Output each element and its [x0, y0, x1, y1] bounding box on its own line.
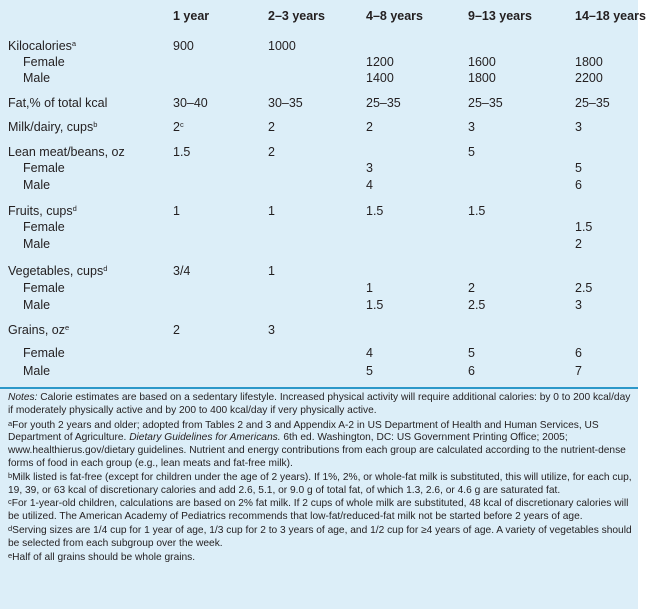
row-label-kcal-female: Female	[23, 55, 65, 69]
row-label-fruits-male: Male	[23, 237, 51, 251]
cell-fruits-1y: 1	[173, 204, 180, 218]
footnote-marker: a	[71, 39, 77, 48]
cell-veg-male-9-13: 2.5	[468, 298, 486, 312]
cell-veg-2-3: 1	[268, 264, 275, 278]
cell-milk-1y: 2$^c$	[173, 120, 184, 134]
row-label-fruits: Fruits, cups$^d$	[8, 204, 77, 218]
row-label-fruits-female: Female	[23, 220, 65, 234]
row-label-kilocalories: Kilocalories$^a$	[8, 39, 77, 53]
header-1-year: 1 year	[173, 9, 210, 23]
cell-grains-male-4-8: 5	[366, 364, 373, 378]
cell-milk-9-13: 3	[468, 120, 475, 134]
row-label-fat: Fat,% of total kcal	[8, 96, 108, 110]
cell-grains-2-3: 3	[268, 323, 275, 337]
row-label-veg-male: Male	[23, 298, 51, 312]
cell-fruits-9-13: 1.5	[468, 204, 486, 218]
cell-fruits-female-14-18: 1.5	[575, 220, 593, 234]
cell-veg-1y: 3/4	[173, 264, 191, 278]
row-label-vegetables: Vegetables, cups$^d$	[8, 264, 108, 278]
cell-grains-1y: 2	[173, 323, 180, 337]
cell-kcal-2-3: 1000	[268, 39, 296, 53]
footnote-marker: d	[72, 204, 77, 213]
cell-veg-male-14-18: 3	[575, 298, 582, 312]
cell-milk-2-3: 2	[268, 120, 275, 134]
cell-meat-female-14-18: 5	[575, 161, 582, 175]
row-label-grains-male: Male	[23, 364, 51, 378]
cell-meat-9-13: 5	[468, 145, 475, 159]
footnote-c: $^c$For 1-year-old children, calculations are based on 2% fat milk. If 2 cups of whole milk are substituted, 48 kcal of discretionary calories will be utilized. The American Academy of Pediatrics recommends that low-fat/reduced-fat milk not be started before 2 years of age.	[8, 497, 629, 523]
cell-fat-1y: 30–40	[173, 96, 208, 110]
cell-kcal-1y: 900	[173, 39, 194, 53]
footnote-marker: c	[179, 120, 184, 129]
footnote-marker: b	[93, 120, 98, 129]
footnote-e: $^e$Half of all grains should be whole grains.	[8, 550, 196, 563]
row-label-veg-female: Female	[23, 281, 65, 295]
cell-fat-9-13: 25–35	[468, 96, 503, 110]
cell-fruits-2-3: 1	[268, 204, 275, 218]
cell-kcal-male-14-18: 2200	[575, 71, 603, 85]
row-label-meat-male: Male	[23, 178, 51, 192]
cell-grains-male-9-13: 6	[468, 364, 475, 378]
cell-meat-female-4-8: 3	[366, 161, 373, 175]
footnote-marker: d	[103, 264, 108, 273]
header-4-8-years: 4–8 years	[366, 9, 424, 23]
cell-grains-female-9-13: 5	[468, 346, 475, 360]
cell-meat-male-14-18: 6	[575, 178, 582, 192]
cell-fruits-male-14-18: 2	[575, 237, 582, 251]
cell-milk-4-8: 2	[366, 120, 373, 134]
row-label-kcal-male: Male	[23, 71, 51, 85]
cell-fat-2-3: 30–35	[268, 96, 303, 110]
header-9-13-years: 9–13 years	[468, 9, 532, 23]
row-label-meat-female: Female	[23, 161, 65, 175]
footnote-a: $^a$For youth 2 years and older; adopted from Tables 2 and 3 and Appendix A-2 in US Department of Health and Human Services, US Department of Agriculture. Dietary Guidelines for Americans. 6th ed. Washington, DC: US Government Printing Office; 2005; www.healthierus.gov/dietary guidelines. Nutrient and energy contributions from each group are calculated according to the nutrient-dense forms of food in each group (e.g., lean meats and fat-free milk).	[8, 418, 626, 469]
note-general: Notes: Calorie estimates are based on a sedentary lifestyle. Increased physical activity will require additional calories: by 0 to 200 kcal/day if moderately physically active and by 200 to 400 kcal/day if very physically active.	[8, 392, 631, 416]
cell-grains-female-4-8: 4	[366, 346, 373, 360]
header-14-18-years: 14–18 years	[575, 9, 646, 23]
cell-fat-4-8: 25–35	[366, 96, 401, 110]
cell-kcal-female-4-8: 1200	[366, 55, 394, 69]
footnote-b: $^b$Milk listed is fat-free (except for children under the age of 2 years). If 1%, 2%, or whole-fat milk is substituted, this will utilize, for each cup, 19, 39, or 63 kcal of discretionary calories and add 2.6, 5.1, or 9.0 g of total fat, of which 1.3, 2.6, or 4.6 g are saturated fat.	[8, 470, 632, 496]
header-2-3-years: 2–3 years	[268, 9, 326, 23]
row-label-grains-female: Female	[23, 346, 65, 360]
cell-kcal-female-14-18: 1800	[575, 55, 603, 69]
cell-meat-2-3: 2	[268, 145, 275, 159]
cell-fruits-4-8: 1.5	[366, 204, 384, 218]
cell-kcal-male-4-8: 1400	[366, 71, 394, 85]
cell-fat-14-18: 25–35	[575, 96, 610, 110]
cell-kcal-male-9-13: 1800	[468, 71, 496, 85]
cell-meat-male-4-8: 4	[366, 178, 373, 192]
footnotes	[8, 392, 632, 565]
cell-veg-female-4-8: 1	[366, 281, 373, 295]
footnote-marker: e	[64, 323, 70, 332]
footnote-d: $^d$Serving sizes are 1/4 cup for 1 year of age, 1/3 cup for 2 to 3 years of age, and 1/2 cup for ≥4 years of age. A variety of vegetables should be selected from each subgroup over the week.	[8, 523, 632, 549]
cell-meat-1y: 1.5	[173, 145, 191, 159]
cell-veg-female-9-13: 2	[468, 281, 475, 295]
cell-veg-male-4-8: 1.5	[366, 298, 384, 312]
cell-milk-14-18: 3	[575, 120, 582, 134]
row-label-meat: Lean meat/beans, oz	[8, 145, 125, 159]
cell-kcal-female-9-13: 1600	[468, 55, 496, 69]
row-label-grains: Grains, $oz^e$	[8, 323, 70, 337]
cell-grains-male-14-18: 7	[575, 364, 582, 378]
cell-veg-female-14-18: 2.5	[575, 281, 593, 295]
row-label-milk: Milk/dairy, cups$^b$	[8, 120, 98, 134]
cell-grains-female-14-18: 6	[575, 346, 582, 360]
